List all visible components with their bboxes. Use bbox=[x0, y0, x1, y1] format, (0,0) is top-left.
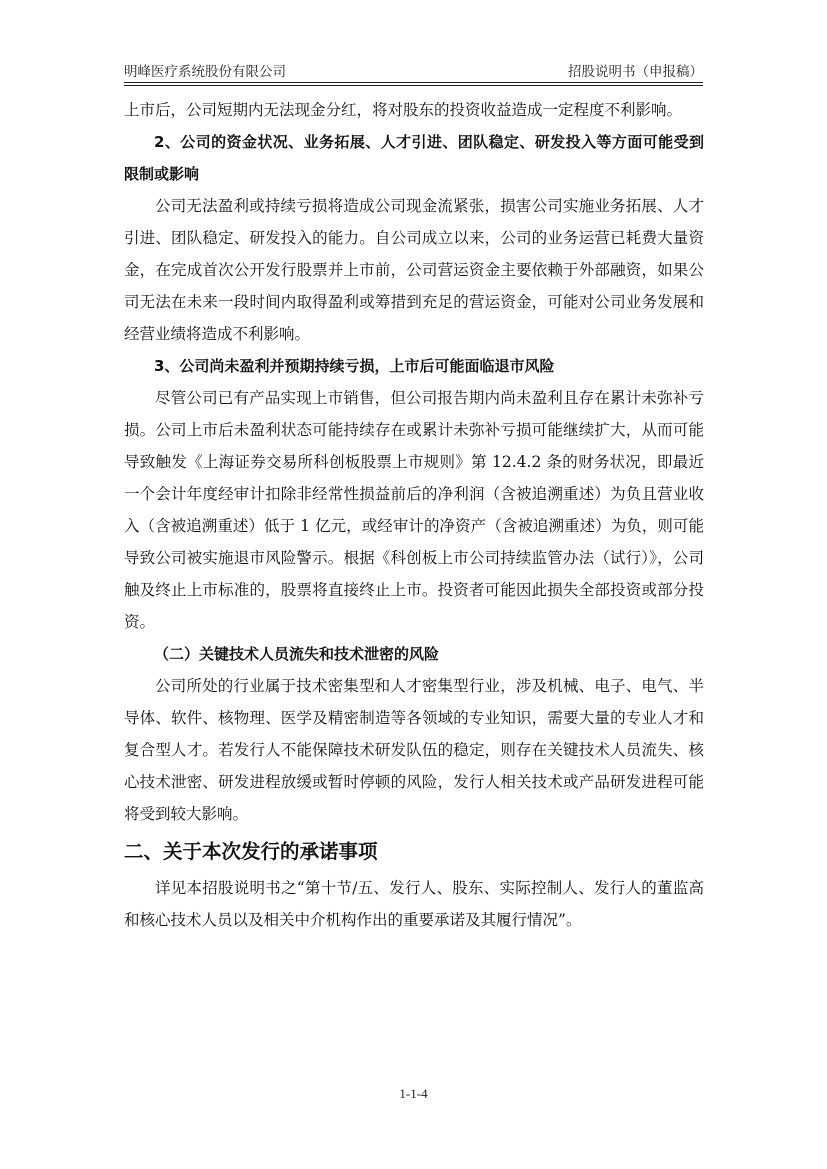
page-header bbox=[124, 56, 703, 82]
heading-key-personnel-risk: （二）关键技术人员流失和技术泄密的风险 bbox=[154, 645, 440, 663]
paragraph-funding-impact: 公司无法盈利或持续亏损将造成公司现金流紧张，损害公司实施业务拓展、人才引进、团队稳定、研发投入的能力。自公司成立以来，公司的业务运营已耗费大量资金，在完成首次公开发行股票并上市前，公司营运资金主要依赖于外部融资，如果公司无法在未来一段时间内取得盈利或筹措到充足的营运资金，可能对公司业务发展和经营业绩将造成不利影响。 bbox=[124, 197, 704, 343]
header-rule-thick bbox=[124, 82, 703, 83]
header-document-title: 招股说明书（申报稿） bbox=[568, 64, 703, 80]
header-company-name: 明峰医疗系统股份有限公司 bbox=[124, 64, 286, 80]
paragraph-key-personnel-risk: 公司所处的行业属于技术密集型和人才密集型行业，涉及机械、电子、电气、半导体、软件、核物理、医学及精密制造等各领域的专业知识，需要大量的专业人才和复合型人才。若发行人不能保障技术研发队伍的稳定，则存在关键技术人员流失、核心技术泄密、研发进程放缓或暂时停顿的风险，发行人相关技术或产品研发进程可能将受到较大影响。 bbox=[124, 677, 704, 823]
paragraph-continued: 上市后，公司短期内无法现金分红，将对股东的投资收益造成一定程度不利影响。 bbox=[124, 101, 683, 119]
page-number: 1-1-4 bbox=[399, 1086, 428, 1101]
paragraph-commitments: 详见本招股说明书之“第十节/五、发行人、股东、实际控制人、发行人的董监高和核心技术人员以及相关中介机构作出的重要承诺及其履行情况”。 bbox=[124, 879, 704, 929]
heading-delisting-risk: 3、公司尚未盈利并预期持续亏损，上市后可能面临退市风险 bbox=[154, 357, 555, 375]
document-body bbox=[124, 94, 704, 936]
heading-funding-impact: 2、公司的资金状况、业务拓展、人才引进、团队稳定、研发投入等方面可能受到限制或影响 bbox=[124, 133, 704, 183]
header-rule-thin bbox=[124, 85, 703, 86]
paragraph-delisting-risk: 尽管公司已有产品实现上市销售，但公司报告期内尚未盈利且存在累计未弥补亏损。公司上市后未盈利状态可能持续存在或累计未弥补亏损可能继续扩大，从而可能导致触发《上海证券交易所科创板股票上市规则》第 12.4.2 条的财务状况，即最近一个会计年度经审计扣除非经常性损益前后的净利润（含被追溯重述）为负且营业收入（含被追溯重述）低于 1 亿元，或经审计的净资产（含被追溯重述）为负，则可能导致公司被实施退市风险警示。根据《科创板上市公司持续监管办法（试行）》，公司触及终止上市标准的，股票将直接终止上市。投资者可能因此损失全部投资或部分投资。 bbox=[124, 389, 704, 631]
section-heading-commitments: 二、关于本次发行的承诺事项 bbox=[124, 840, 378, 863]
